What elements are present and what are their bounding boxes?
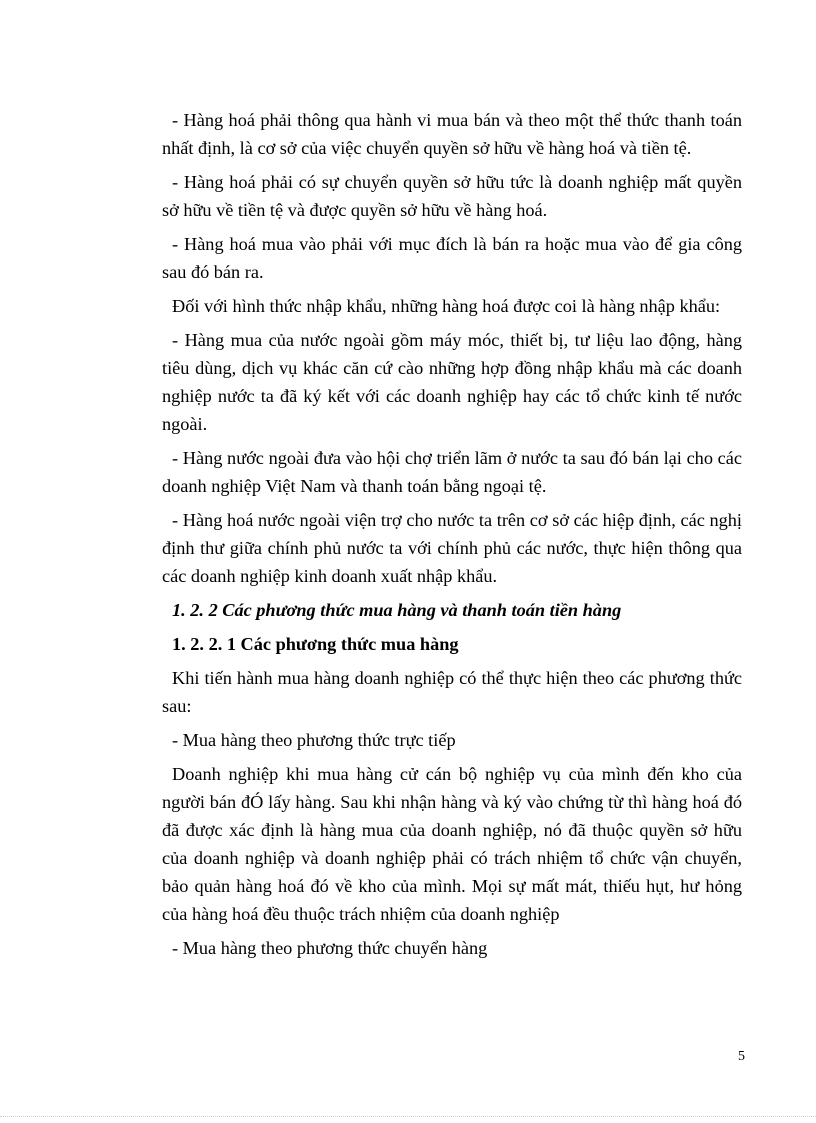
paragraph: Doanh nghiệp khi mua hàng cử cán bộ nghiệp vụ của mình đến kho của người bán đÓ lấy hàng. Sau khi nhận hàng và ký vào chứng từ thì hàng hoá đó đã được xác định là hàng mua của doanh nghiệp, nó đã thuộc quyền sở hữu của doanh nghiệp và doanh nghiệp phải có trách nhiệm tổ chức vận chuyển, bảo quản hàng hoá đó về kho của mình. Mọi sự mất mát, thiếu hụt, hư hỏng của hàng hoá đều thuộc trách nhiệm của doanh nghiệp	[162, 764, 742, 924]
paragraph: - Mua hàng theo phương thức trực tiếp	[172, 730, 456, 750]
footer-divider	[0, 1116, 816, 1117]
paragraph: - Hàng hoá nước ngoài viện trợ cho nước ta trên cơ sở các hiệp định, các nghị định thư giữa chính phủ nước ta với chính phủ các nước, thực hiện thông qua các doanh nghiệp kinh doanh xuất nhập khẩu.	[162, 510, 742, 586]
paragraph: - Mua hàng theo phương thức chuyển hàng	[172, 938, 488, 958]
paragraph: - Hàng nước ngoài đưa vào hội chợ triển lãm ở nước ta sau đó bán lại cho các doanh nghiệp Việt Nam và thanh toán bằng ngoại tệ.	[162, 448, 742, 496]
paragraph: - Hàng mua của nước ngoài gồm máy móc, thiết bị, tư liệu lao động, hàng tiêu dùng, dịch vụ khác căn cứ cào những hợp đồng nhập khẩu mà các doanh nghiệp nước ta đã ký kết với các doanh nghiệp hay các tổ chức kinh tế nước ngoài.	[162, 330, 742, 434]
page-body	[162, 106, 742, 968]
paragraph: - Hàng hoá mua vào phải với mục đích là bán ra hoặc mua vào để gia công sau đó bán ra.	[162, 234, 742, 282]
paragraph: - Hàng hoá phải có sự chuyển quyền sở hữu tức là doanh nghiệp mất quyền sở hữu về tiền tệ và được quyền sở hữu về hàng hoá.	[162, 172, 742, 220]
section-heading: 1. 2. 2 Các phương thức mua hàng và thanh toán tiền hàng	[172, 600, 622, 620]
paragraph: Đối với hình thức nhập khẩu, những hàng hoá được coi là hàng nhập khẩu:	[172, 296, 721, 316]
subsection-heading: 1. 2. 2. 1 Các phương thức mua hàng	[172, 634, 459, 654]
paragraph: Khi tiến hành mua hàng doanh nghiệp có thể thực hiện theo các phương thức sau:	[162, 668, 742, 716]
page-number: 5	[738, 1049, 745, 1064]
paragraph: - Hàng hoá phải thông qua hành vi mua bán và theo một thể thức thanh toán nhất định, là cơ sở của việc chuyển quyền sở hữu về hàng hoá và tiền tệ.	[162, 110, 742, 158]
